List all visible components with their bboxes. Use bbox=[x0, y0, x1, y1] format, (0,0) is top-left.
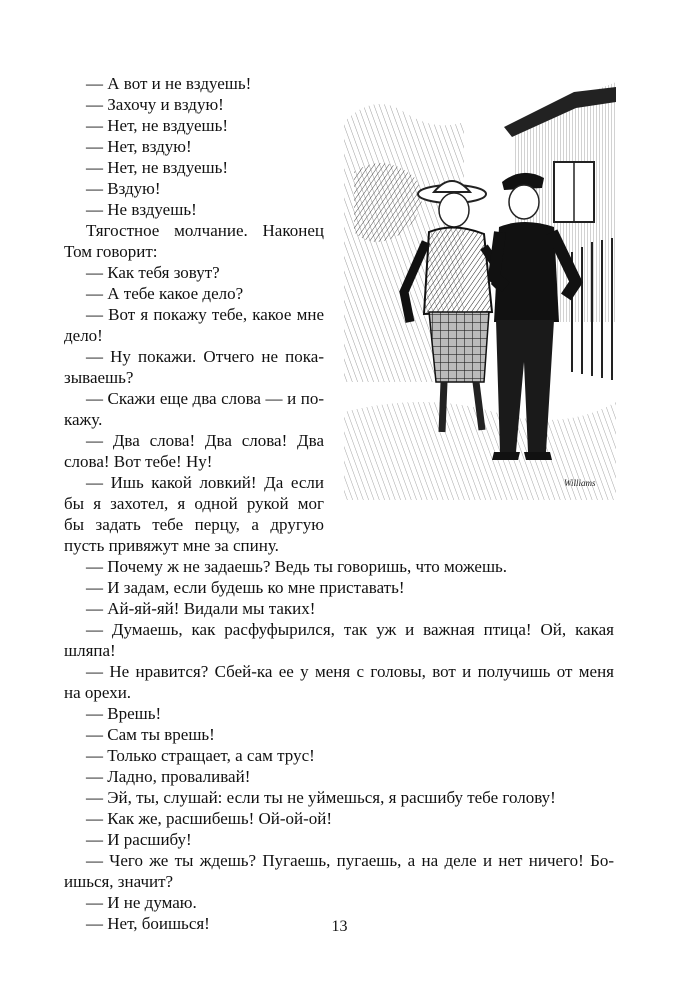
text-line: — Думаешь, как расфуфырился, так уж и важная птица! Ой, какая bbox=[86, 620, 614, 639]
text-line: — Захочу и вздую! bbox=[86, 95, 224, 114]
text-line: — Врешь! bbox=[86, 704, 162, 723]
text-line: — Ай-яй-яй! Видали мы таких! bbox=[86, 599, 316, 618]
text-line: на орехи. bbox=[64, 683, 132, 702]
text-line: — Два слова! Два слова! Два bbox=[86, 431, 324, 450]
text-line: ишься, значит? bbox=[64, 872, 174, 891]
text-line: — А тебе какое дело? bbox=[86, 284, 244, 303]
text-line: шляпа! bbox=[64, 641, 116, 660]
engraving-two-boys-icon bbox=[344, 82, 616, 500]
text-line: — Почему ж не задаешь? Ведь ты говоришь, что можешь. bbox=[86, 557, 508, 576]
text-line: — Нет, не вздуешь! bbox=[86, 116, 229, 135]
text-line: — Ишь какой ловкий! Да если bbox=[86, 473, 324, 492]
text-line: слова! Вот тебе! Ну! bbox=[64, 452, 213, 471]
text-line: — А вот и не вздуешь! bbox=[86, 74, 252, 93]
text-line: — Вздую! bbox=[86, 179, 161, 198]
text-line: пусть привяжут мне за спину. bbox=[64, 536, 279, 555]
text-line: — Чего же ты ждешь? Пугаешь, пугаешь, а на деле и нет ничего! Бо- bbox=[86, 851, 614, 870]
text-line: — Ну покажи. Отчего не пока- bbox=[86, 347, 324, 366]
text-line: — И расшибу! bbox=[86, 830, 192, 849]
text-line: — Скажи еще два слова — и по- bbox=[86, 389, 324, 408]
text-line: — Не нравится? Сбей-ка ее у меня с головы, вот и получишь от меня bbox=[86, 662, 614, 681]
text-line: Том говорит: bbox=[64, 242, 158, 261]
text-line: — Только стращает, а сам трус! bbox=[86, 746, 315, 765]
text-line: — Эй, ты, слушай: если ты не уймешься, я расшибу тебе голову! bbox=[86, 788, 556, 807]
text-line: — И задам, если будешь ко мне приставать! bbox=[86, 578, 405, 597]
text-line: — Ладно, проваливай! bbox=[86, 767, 251, 786]
text-line: зываешь? bbox=[64, 368, 134, 387]
text-line: дело! bbox=[64, 326, 103, 345]
text-line: — Нет, вздую! bbox=[86, 137, 192, 156]
text-line: — Вот я покажу тебе, какое мне bbox=[86, 305, 324, 324]
text-line: Тягостное молчание. Наконец bbox=[86, 221, 324, 240]
text-line: — Как же, расшибешь! Ой-ой-ой! bbox=[86, 809, 333, 828]
text-line: бы задать тебе перцу, а другую bbox=[64, 515, 324, 534]
text-line: — Нет, боишься! bbox=[86, 914, 210, 933]
text-line: — И не думаю. bbox=[86, 893, 197, 912]
text-line: — Нет, не вздуешь! bbox=[86, 158, 229, 177]
text-line: кажу. bbox=[64, 410, 103, 429]
text-line: — Как тебя зовут? bbox=[86, 263, 220, 282]
page-number: 13 bbox=[331, 918, 348, 935]
illustration-signature: Williams bbox=[564, 478, 596, 488]
text-line: — Сам ты врешь! bbox=[86, 725, 215, 744]
text-line: бы я захотел, я одной рукой мог bbox=[64, 494, 324, 513]
text-line: — Не вздуешь! bbox=[86, 200, 197, 219]
